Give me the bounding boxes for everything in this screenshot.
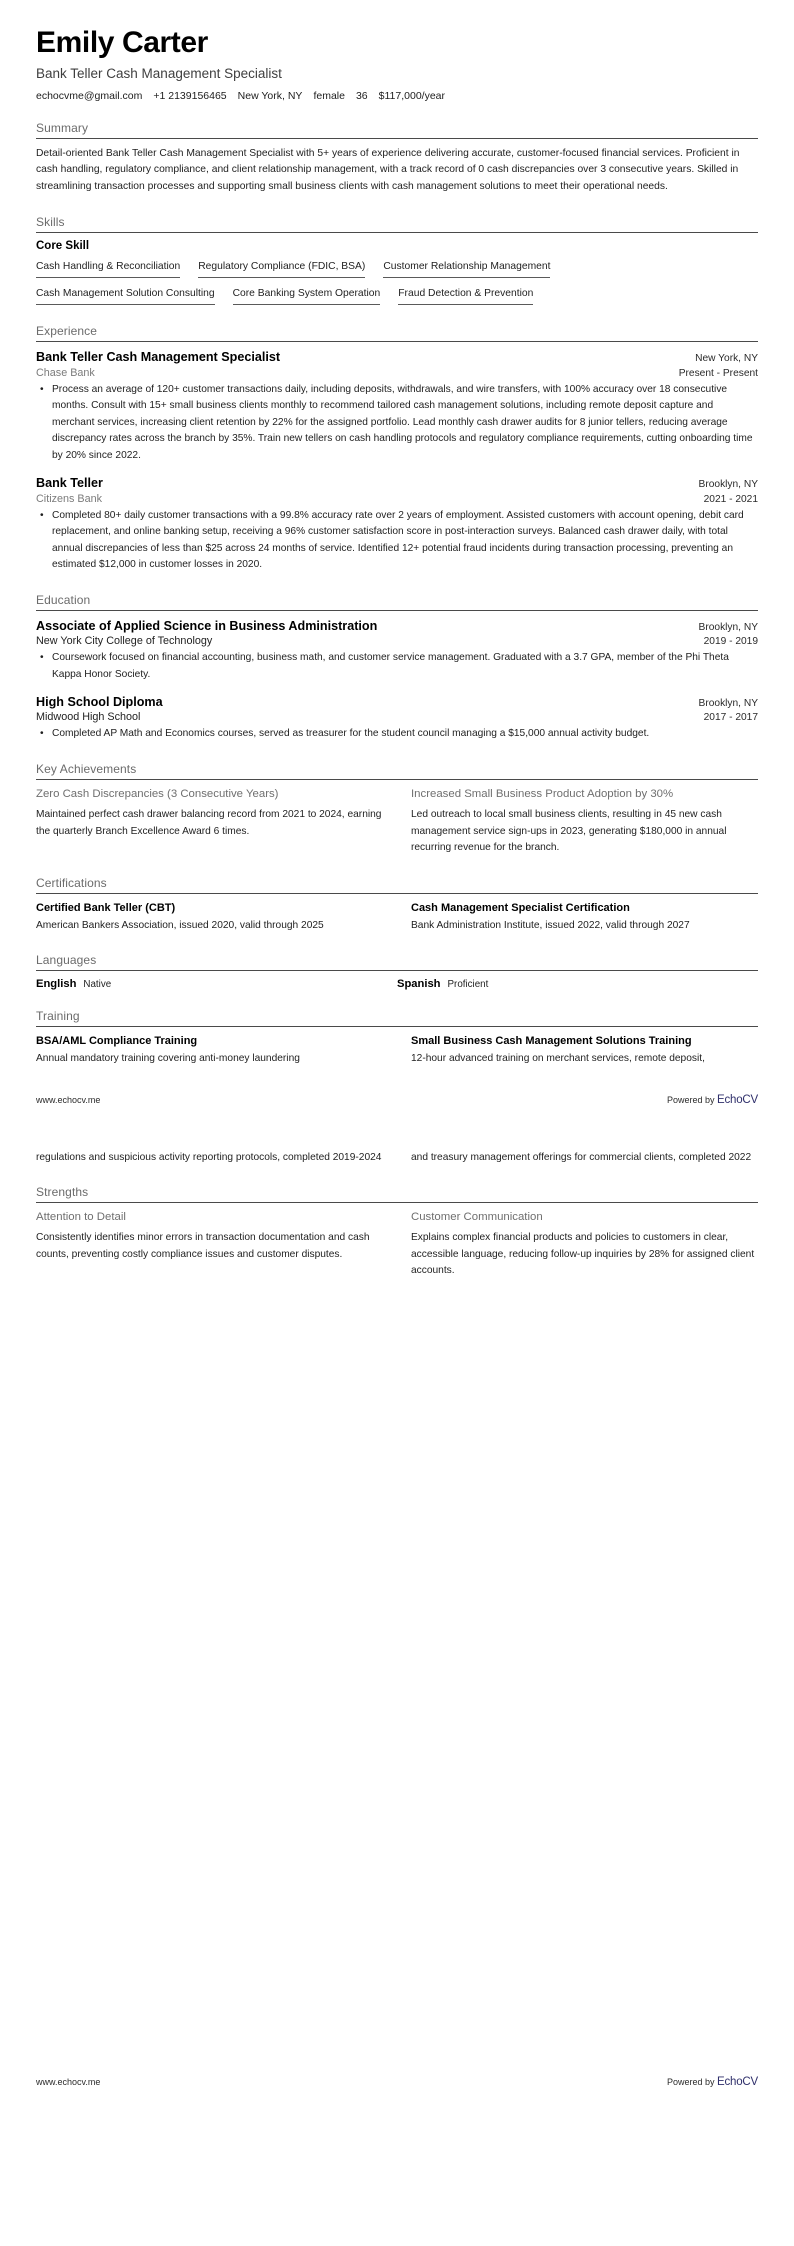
section-title-strengths: Strengths bbox=[36, 1185, 89, 1200]
section-title-languages: Languages bbox=[36, 953, 97, 968]
strength-body: Consistently identifies minor errors in transaction documentation and cash counts, preventing costly compliance issues and customer disputes. bbox=[36, 1232, 370, 1260]
candidate-name: Emily Carter bbox=[36, 26, 208, 59]
section-certifications bbox=[36, 876, 758, 934]
language-level: Native bbox=[83, 979, 112, 991]
training-item bbox=[411, 1034, 758, 1067]
achievement-item bbox=[411, 787, 758, 857]
section-title-skills: Skills bbox=[36, 214, 65, 229]
education-dates: 2019 - 2019 bbox=[703, 635, 758, 647]
experience-role: Bank Teller bbox=[36, 476, 103, 491]
skill-chip: Customer Relationship Management bbox=[383, 260, 550, 278]
section-divider bbox=[36, 138, 758, 139]
certification-body: American Bankers Association, issued 2020, valid through 2025 bbox=[36, 919, 324, 931]
certification-item bbox=[411, 901, 758, 934]
strengths-grid bbox=[36, 1210, 758, 1280]
section-divider bbox=[36, 970, 758, 971]
languages-row bbox=[36, 978, 758, 990]
experience-bullets bbox=[36, 508, 758, 574]
page-tail-space bbox=[36, 1280, 758, 2050]
certifications-grid bbox=[36, 901, 758, 934]
bullet-item: • Coursework focused on financial accounting, business math, and customer service management. Graduated with a 3.7 GPA, member of the Phi Theta Kappa Honor Society. bbox=[50, 650, 758, 683]
contact-age: 36 bbox=[355, 89, 368, 102]
experience-entry bbox=[36, 475, 758, 573]
skill-chip: Regulatory Compliance (FDIC, BSA) bbox=[198, 260, 365, 278]
skill-row-1 bbox=[36, 260, 758, 278]
education-location: Brooklyn, NY bbox=[698, 698, 758, 710]
training-body-part1: 12-hour advanced training on merchant services, remote deposit, bbox=[411, 1053, 705, 1065]
contact-email[interactable]: echocvme@gmail.com bbox=[36, 89, 143, 102]
certification-item bbox=[36, 901, 383, 934]
section-title-training: Training bbox=[36, 1009, 80, 1024]
section-education bbox=[36, 593, 758, 743]
certification-body: Bank Administration Institute, issued 2022, valid through 2027 bbox=[411, 919, 690, 931]
experience-bullets bbox=[36, 382, 758, 465]
contact-phone[interactable]: +1 2139156465 bbox=[153, 89, 227, 102]
training-body-part2: and treasury management offerings for commercial clients, completed 2022 bbox=[411, 1151, 752, 1163]
experience-location: New York, NY bbox=[695, 353, 758, 365]
achievement-heading: Increased Small Business Product Adoption by 30% bbox=[411, 787, 674, 800]
language-item bbox=[397, 978, 758, 990]
education-entry bbox=[36, 618, 758, 683]
section-divider bbox=[36, 1026, 758, 1027]
section-languages bbox=[36, 953, 758, 990]
section-title-experience: Experience bbox=[36, 324, 98, 339]
language-name: Spanish bbox=[397, 978, 441, 991]
page-footer bbox=[36, 1094, 758, 1110]
section-summary bbox=[36, 121, 758, 196]
education-dates: 2017 - 2017 bbox=[703, 712, 758, 724]
footer-url[interactable]: www.echocv.me bbox=[36, 1094, 101, 1105]
training-body-part1: Annual mandatory training covering anti-money laundering bbox=[36, 1053, 300, 1065]
bullet-item: • Process an average of 120+ customer transactions daily, including deposits, withdrawals, and wire transfers, with 100% accuracy over 18 consecutive months. Consult with 15+ small business clients monthly to recommend tailored cash management solutions, including remote deposit capture and merchant services, increasing client retention by 22% for the assigned portfolio. Lead monthly cash drawer audits for 8 junior tellers, reducing average discrepancy rates across the branch by 35%. Train new tellers on cash handling protocols and regulatory compliance requirements, cutting onboarding time by 20% since 2022. bbox=[50, 382, 758, 465]
language-level: Proficient bbox=[447, 979, 489, 991]
echocv-logo: EchoCV bbox=[717, 2076, 758, 2088]
strength-item bbox=[411, 1210, 758, 1280]
strength-body: Explains complex financial products and policies to customers in clear, accessible language, reducing follow-up inquiries by 28% for assigned client accounts. bbox=[411, 1232, 755, 1277]
page-break-gap bbox=[0, 1110, 794, 1150]
strength-heading: Customer Communication bbox=[411, 1211, 543, 1224]
experience-dates: Present - Present bbox=[678, 367, 758, 379]
section-key-achievements bbox=[36, 762, 758, 857]
bullet-item: • Completed 80+ daily customer transactions with a 99.8% accuracy rate over 2 years of employment. Assisted customers with account opening, debit card replacement, and online banking setup, receiving a 96% customer satisfaction score in post-interaction surveys. Balanced cash drawer daily, with total annual discrepancies of less than $25 across 24 months of service. Identified 12+ potential fraud incidents during transaction processing, preventing an estimated $12,000 in customer losses in 2020. bbox=[50, 508, 758, 574]
section-title-summary: Summary bbox=[36, 120, 89, 135]
footer-powered-by-label: Powered by bbox=[666, 2077, 715, 2087]
skill-chip: Cash Management Solution Consulting bbox=[36, 287, 215, 305]
contact-row bbox=[36, 90, 758, 102]
section-divider bbox=[36, 232, 758, 233]
certification-heading: Cash Management Specialist Certification bbox=[411, 901, 630, 914]
resume-page-1 bbox=[0, 0, 794, 1110]
section-divider bbox=[36, 893, 758, 894]
bullet-item: • Completed AP Math and Economics courses, served as treasurer for the student council managing a $15,000 annual activity budget. bbox=[50, 726, 758, 743]
section-strengths bbox=[36, 1185, 758, 1280]
experience-location: Brooklyn, NY bbox=[698, 479, 758, 491]
resume-page-2 bbox=[0, 1150, 794, 2092]
education-entry bbox=[36, 694, 758, 743]
certification-heading: Certified Bank Teller (CBT) bbox=[36, 901, 176, 914]
achievements-grid bbox=[36, 787, 758, 857]
strength-heading: Attention to Detail bbox=[36, 1211, 126, 1224]
section-divider bbox=[36, 341, 758, 342]
experience-company: Chase Bank bbox=[36, 366, 95, 379]
training-item bbox=[36, 1034, 383, 1067]
training-heading: BSA/AML Compliance Training bbox=[36, 1035, 198, 1048]
achievement-body: Led outreach to local small business clients, resulting in 45 new cash management service sign-ups in 2023, generating $180,000 in annual recurring revenue for the branch. bbox=[411, 809, 727, 854]
education-bullets bbox=[36, 726, 758, 743]
footer-powered-by-label: Powered by bbox=[666, 1094, 715, 1105]
echocv-logo: EchoCV bbox=[717, 1093, 758, 1106]
experience-entry bbox=[36, 349, 758, 464]
training-body-part2: regulations and suspicious activity reporting protocols, completed 2019-2024 bbox=[36, 1151, 382, 1163]
footer-url[interactable]: www.echocv.me bbox=[36, 2077, 101, 2087]
strength-item bbox=[36, 1210, 383, 1280]
resume-header bbox=[36, 0, 758, 102]
contact-gender: female bbox=[313, 89, 345, 102]
education-bullets bbox=[36, 650, 758, 683]
contact-location: New York, NY bbox=[237, 89, 303, 102]
education-location: Brooklyn, NY bbox=[698, 621, 758, 633]
candidate-headline: Bank Teller Cash Management Specialist bbox=[36, 65, 282, 81]
education-degree: High School Diploma bbox=[36, 695, 163, 710]
section-divider bbox=[36, 1202, 758, 1203]
contact-salary: $117,000/year bbox=[378, 89, 445, 102]
section-training bbox=[36, 1009, 758, 1067]
education-school: Midwood High School bbox=[36, 711, 141, 724]
training-item bbox=[411, 1150, 758, 1167]
achievement-heading: Zero Cash Discrepancies (3 Consecutive Years) bbox=[36, 787, 279, 800]
experience-company: Citizens Bank bbox=[36, 492, 103, 505]
section-skills bbox=[36, 215, 758, 306]
achievement-item bbox=[36, 787, 383, 857]
training-grid-continued bbox=[36, 1150, 758, 1167]
experience-dates: 2021 - 2021 bbox=[703, 493, 758, 505]
language-item bbox=[36, 978, 397, 990]
footer-brand bbox=[667, 1094, 758, 1106]
section-title-achievements: Key Achievements bbox=[36, 761, 137, 776]
section-divider bbox=[36, 610, 758, 611]
section-experience bbox=[36, 324, 758, 573]
skill-row-2 bbox=[36, 287, 758, 305]
training-heading: Small Business Cash Management Solutions Training bbox=[411, 1035, 692, 1048]
education-school: New York City College of Technology bbox=[36, 634, 213, 647]
training-continuation bbox=[36, 1150, 758, 1167]
section-title-certifications: Certifications bbox=[36, 875, 107, 890]
footer-brand bbox=[667, 2076, 758, 2088]
education-degree: Associate of Applied Science in Business Administration bbox=[36, 618, 378, 633]
section-title-education: Education bbox=[36, 592, 91, 607]
skill-chip: Core Banking System Operation bbox=[233, 287, 381, 305]
section-divider bbox=[36, 779, 758, 780]
summary-text: Detail-oriented Bank Teller Cash Management Specialist with 5+ years of experience delivering accurate, customer-focused financial services. Proficient in cash handling, regulatory compliance, and client relationship management, with a track record of 0 cash discrepancies over 3 consecutive years. Skilled in streamlining transaction processes and supporting small business clients with cash management solutions to meet their operational needs. bbox=[36, 147, 740, 192]
training-item bbox=[36, 1150, 383, 1167]
experience-role: Bank Teller Cash Management Specialist bbox=[36, 350, 281, 365]
language-name: English bbox=[36, 978, 77, 991]
skill-group-title: Core Skill bbox=[36, 239, 90, 252]
page-footer bbox=[36, 2076, 758, 2092]
skill-chip: Cash Handling & Reconciliation bbox=[36, 260, 180, 278]
skill-chip: Fraud Detection & Prevention bbox=[398, 287, 533, 305]
training-grid bbox=[36, 1034, 758, 1067]
achievement-body: Maintained perfect cash drawer balancing record from 2021 to 2024, earning the quarterly Branch Excellence Award 6 times. bbox=[36, 809, 382, 837]
